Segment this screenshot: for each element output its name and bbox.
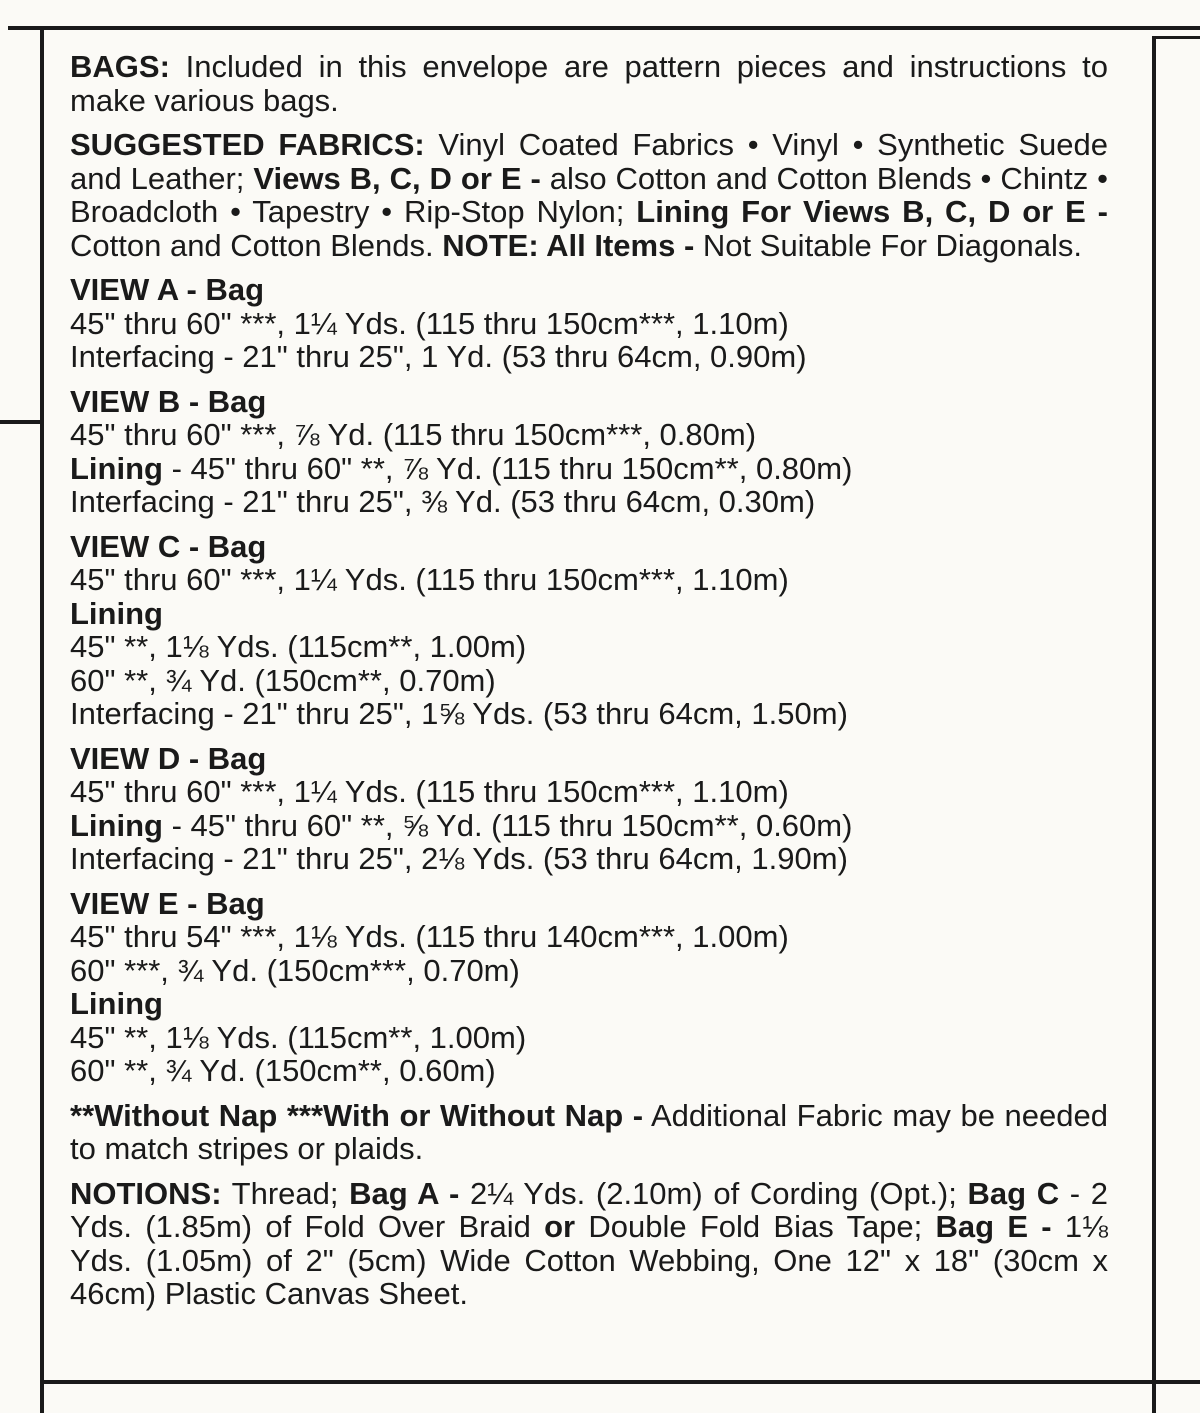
fabrics-segment: Views B, C, D or E - <box>253 160 541 196</box>
yardage-line-text: - 45" thru 60" **, ⅝ Yd. (115 thru 150cm**, 0.60m) <box>162 807 853 843</box>
yardage-line <box>70 597 1108 631</box>
yardage-line-text: Interfacing - 21" thru 25", ⅜ Yd. (53 thru 64cm, 0.30m) <box>70 484 816 519</box>
yardage-line <box>70 809 1108 843</box>
notions-segment: NOTIONS: <box>70 1175 222 1211</box>
intro-label: BAGS: <box>70 49 170 84</box>
pattern-envelope-text <box>70 50 1108 1322</box>
yardage-line-text: 45" thru 60" ***, 1¼ Yds. (115 thru 150cm***, 1.10m) <box>70 562 789 597</box>
notions-segment: or <box>544 1209 576 1244</box>
fabrics-segment: also Cotton and Cotton Blends • Chintz • Broadcloth • Tapestry • Rip-Stop Nylon; <box>70 160 1108 229</box>
yardage-line <box>70 1021 1108 1055</box>
view-title-text: VIEW B - Bag <box>70 383 267 419</box>
yardage-line <box>70 340 1108 374</box>
notions-segment: - 2 Yds. (1.85m) of Fold Over Braid <box>70 1175 1108 1244</box>
right-tick <box>1152 36 1200 39</box>
nap_note-segment: **Without Nap ***With or Without Nap - <box>70 1097 644 1133</box>
view-block <box>70 273 1108 374</box>
notions-paragraph <box>70 1177 1108 1311</box>
notions-segment: Thread; <box>221 1175 350 1211</box>
right-border <box>1152 36 1156 1413</box>
view-title <box>70 742 1108 776</box>
yardage-line-text: 45" thru 60" ***, 1¼ Yds. (115 thru 150cm***, 1.10m) <box>70 305 789 341</box>
yardage-line <box>70 842 1108 876</box>
view-title-text: VIEW C - Bag <box>70 528 267 564</box>
yardage-line <box>70 954 1108 988</box>
yardage-line <box>70 987 1108 1021</box>
yardage-line <box>70 664 1108 698</box>
yardage-line <box>70 920 1108 954</box>
notions-segment: Bag C <box>967 1175 1060 1211</box>
top-border <box>8 26 1200 30</box>
yardage-line-text: 45" thru 54" ***, 1⅛ Yds. (115 thru 140cm***, 1.00m) <box>70 919 789 954</box>
yardage-line-text: 60" **, ¾ Yd. (150cm**, 0.60m) <box>70 1053 496 1088</box>
views-list <box>70 273 1108 1088</box>
nap-note-paragraph <box>70 1099 1108 1166</box>
yardage-line-label: Lining <box>70 807 163 843</box>
intro-text: Included in this envelope are pattern pieces and instructions to make various bags. <box>70 49 1108 118</box>
view-title <box>70 530 1108 564</box>
notions-segment: Bag E - <box>935 1209 1052 1244</box>
view-title-text: VIEW E - Bag <box>70 885 265 921</box>
yardage-line-text: 45" **, 1⅛ Yds. (115cm**, 1.00m) <box>70 629 527 664</box>
intro-paragraph <box>70 50 1108 117</box>
view-title <box>70 385 1108 419</box>
yardage-line <box>70 630 1108 664</box>
yardage-line <box>70 775 1108 809</box>
yardage-line <box>70 1054 1108 1088</box>
fabrics-segment: NOTE: All Items - <box>442 227 695 263</box>
notions-segment: Bag A - <box>349 1175 460 1211</box>
view-title-text: VIEW A - Bag <box>70 272 265 307</box>
fabrics-segment: SUGGESTED FABRICS: <box>70 127 425 162</box>
bottom-border <box>40 1380 1200 1384</box>
notions-segment: 2¼ Yds. (2.10m) of Cording (Opt.); <box>459 1175 968 1211</box>
yardage-line-text: Interfacing - 21" thru 25", 1 Yd. (53 thru 64cm, 0.90m) <box>70 339 807 374</box>
yardage-line <box>70 418 1108 452</box>
yardage-line-label: Lining <box>70 450 163 486</box>
yardage-line-text: Interfacing - 21" thru 25", 1⅝ Yds. (53 thru 64cm, 1.50m) <box>70 696 848 731</box>
fabrics-segment: Cotton and Cotton Blends. <box>70 227 443 263</box>
yardage-line-text: 60" **, ¾ Yd. (150cm**, 0.70m) <box>70 662 496 698</box>
view-block <box>70 887 1108 1088</box>
fabrics-segment: Lining For Views B, C, D or E - <box>636 194 1108 229</box>
view-block <box>70 385 1108 519</box>
yardage-line-text: 45" thru 60" ***, 1¼ Yds. (115 thru 150cm***, 1.10m) <box>70 774 789 809</box>
yardage-line <box>70 452 1108 486</box>
yardage-line <box>70 697 1108 731</box>
yardage-line-label: Lining <box>70 986 163 1021</box>
suggested-fabrics-paragraph <box>70 128 1108 262</box>
fabrics-segment: Vinyl Coated Fabrics • Vinyl • Synthetic Suede and Leather; <box>70 127 1108 196</box>
view-title-text: VIEW D - Bag <box>70 740 267 776</box>
yardage-line <box>70 307 1108 341</box>
yardage-line-text: 45" **, 1⅛ Yds. (115cm**, 1.00m) <box>70 1019 527 1055</box>
left-border <box>40 28 44 1413</box>
view-title <box>70 887 1108 921</box>
view-title <box>70 273 1108 307</box>
yardage-line <box>70 485 1108 519</box>
yardage-line-label: Lining <box>70 595 163 631</box>
view-block <box>70 530 1108 731</box>
left-tick <box>0 420 42 424</box>
yardage-line-text: 60" ***, ¾ Yd. (150cm***, 0.70m) <box>70 952 520 988</box>
notions-segment: 1⅛ Yds. (1.05m) of 2" (5cm) Wide Cotton Webbing, One 12" x 18" (30cm x 46cm) Plastic Canvas Sheet. <box>70 1209 1108 1311</box>
fabrics-segment: Not Suitable For Diagonals. <box>694 227 1082 263</box>
nap_note-segment: Additional Fabric may be needed to match stripes or plaids. <box>70 1097 1108 1166</box>
yardage-line-text: - 45" thru 60" **, ⅞ Yd. (115 thru 150cm**, 0.80m) <box>162 450 853 486</box>
notions-segment: Double Fold Bias Tape; <box>575 1209 936 1244</box>
yardage-line <box>70 563 1108 597</box>
yardage-line-text: Interfacing - 21" thru 25", 2⅛ Yds. (53 thru 64cm, 1.90m) <box>70 841 848 876</box>
yardage-line-text: 45" thru 60" ***, ⅞ Yd. (115 thru 150cm***, 0.80m) <box>70 417 757 452</box>
view-block <box>70 742 1108 876</box>
